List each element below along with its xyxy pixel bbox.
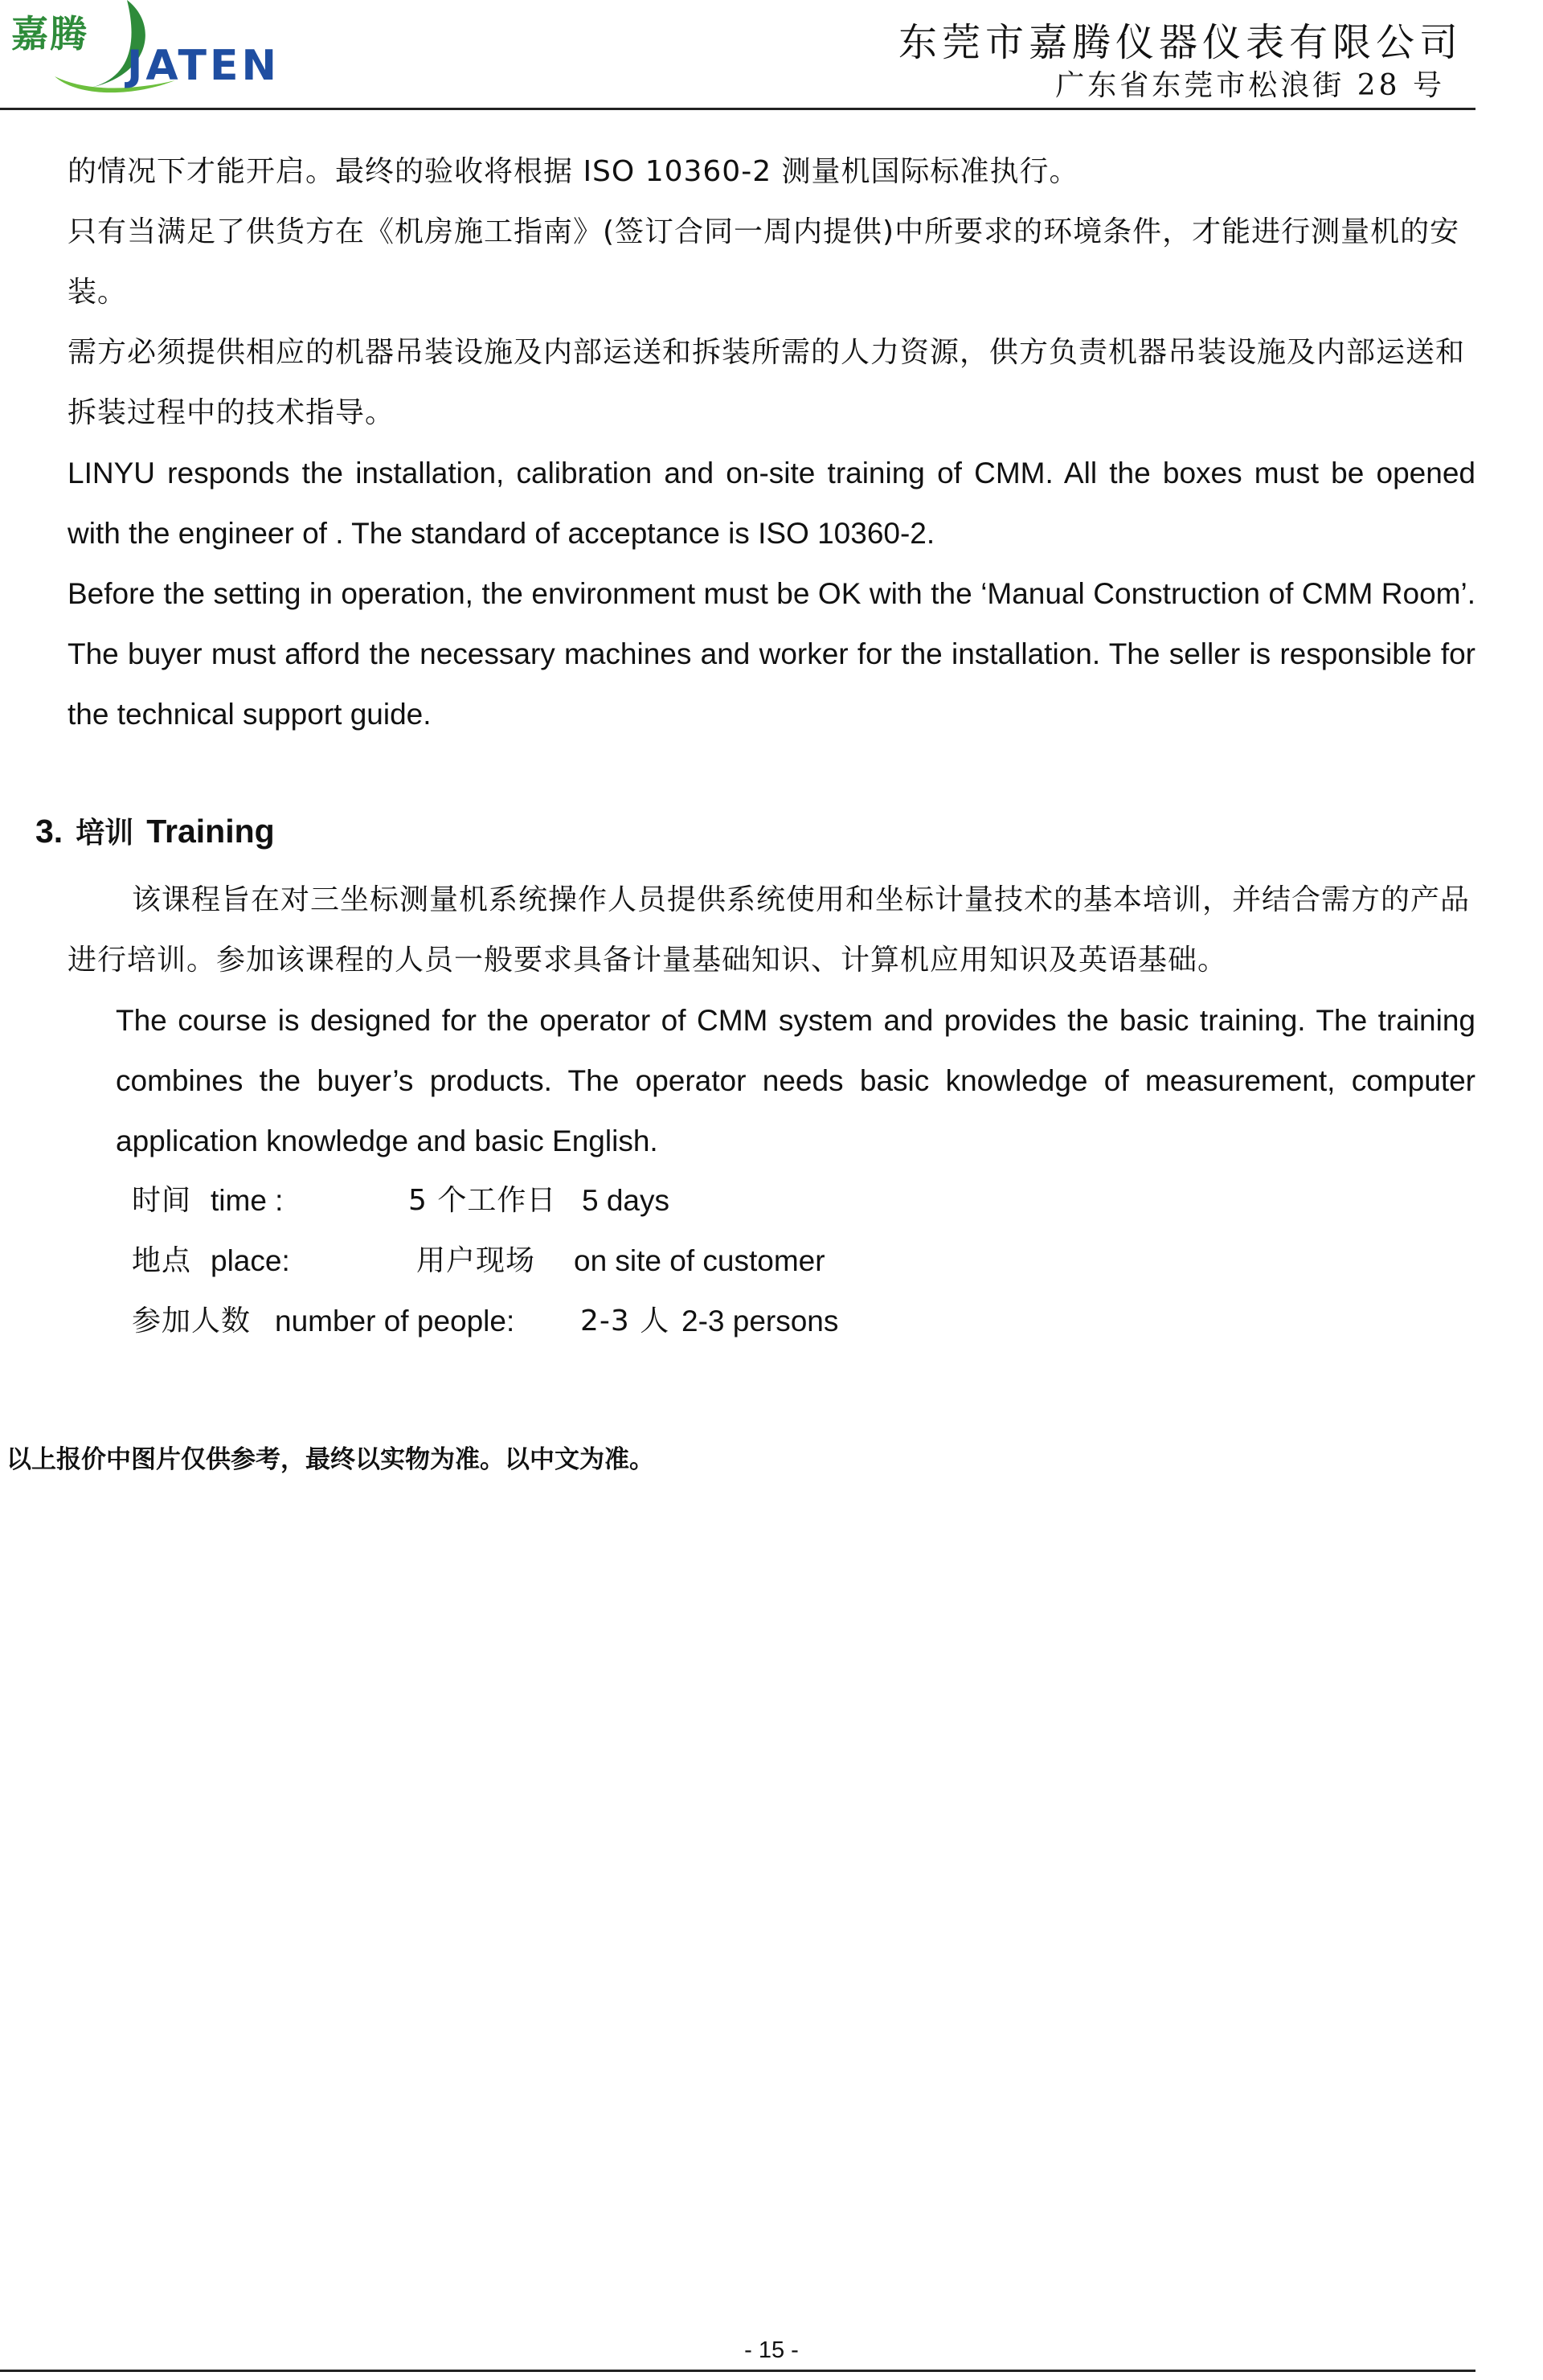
logo-text-en: JATEN (127, 42, 280, 90)
footer-divider (0, 2370, 1475, 2372)
paragraph-2: 只有当满足了供货方在《机房施工指南》(签订合同一周内提供)中所要求的环境条件，才能进行测量机的安装。 (68, 215, 1460, 309)
section-title-cn: 培训 (76, 817, 134, 850)
page-number: - 15 - (744, 2337, 799, 2363)
people-label-en: number of people: (275, 1305, 515, 1337)
logo-text-cn: 嘉腾 (11, 12, 88, 55)
people-label-cn: 参加人数 (132, 1305, 252, 1337)
people-value-cn: 2-3 人 (580, 1305, 670, 1337)
paragraph-1: 的情况下才能开启。最终的验收将根据 ISO 10360-2 测量机国际标准执行。 (68, 155, 1079, 188)
disclaimer-note: 以上报价中图片仅供参考，最终以实物为准。以中文为准。 (6, 1445, 654, 1474)
training-description-en: The course is designed for the operator of CMM system and provides the basic training. The training combines the buyer’s products. The operator needs basic knowledge of measurement, computer application knowledge and basic English. (116, 1004, 1475, 1157)
section-number: 3. (35, 813, 63, 850)
section-title-en: Training (146, 813, 275, 850)
company-name: 东莞市嘉腾仪器仪表有限公司 (898, 20, 1463, 65)
time-label-cn: 时间 (132, 1184, 192, 1217)
header-divider (0, 108, 1475, 110)
time-value-en: 5 days (582, 1184, 670, 1217)
place-label-cn: 地点 (132, 1244, 192, 1277)
paragraph-3: 需方必须提供相应的机器吊装设施及内部运送和拆装所需的人力资源，供方负责机器吊装设施及内部运送和拆装过程中的技术指导。 (68, 336, 1466, 429)
people-value-en: 2-3 persons (681, 1305, 839, 1337)
place-value-cn: 用户现场 (416, 1244, 536, 1277)
training-description-cn: 该课程旨在对三坐标测量机系统操作人员提供系统使用和坐标计量技术的基本培训，并结合需方的产品进行培训。参加该课程的人员一般要求具备计量基础知识、计算机应用知识及英语基础。 (68, 883, 1471, 977)
paragraph-4: LINYU responds the installation, calibration and on-site training of CMM. All the boxes must be opened with the engineer of . The standard of acceptance is ISO 10360-2. (68, 457, 1475, 550)
company-logo (6, 0, 280, 100)
paragraph-5: Before the setting in operation, the environment must be OK with the ‘Manual Construction of CMM Room’. The buyer must afford the necessary machines and worker for the installation. The seller is responsible for the technical support guide. (68, 577, 1475, 731)
place-value-en: on site of customer (574, 1244, 825, 1277)
time-value-cn: 5 个工作日 (408, 1184, 557, 1217)
page-header (0, 0, 1543, 113)
place-label-en: place: (211, 1244, 290, 1277)
time-label-en: time : (211, 1184, 284, 1217)
section-heading (35, 810, 288, 851)
company-address: 广东省东莞市松浪街 28 号 (1055, 69, 1445, 102)
